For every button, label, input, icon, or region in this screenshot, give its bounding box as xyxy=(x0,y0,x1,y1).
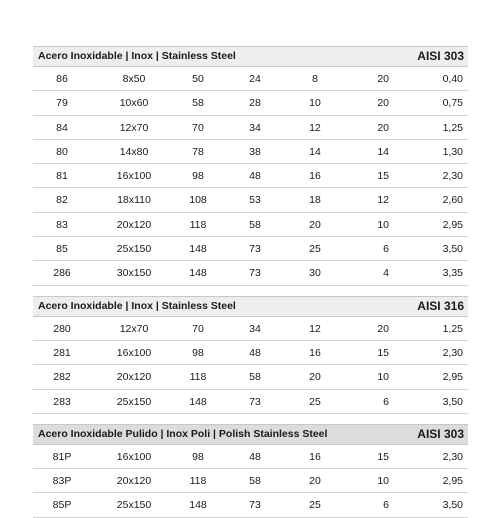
cell-weight: 2,95 xyxy=(442,475,463,488)
cell-size: 20x120 xyxy=(116,218,152,231)
cell-size: 25x150 xyxy=(116,395,152,408)
table-row xyxy=(33,213,468,237)
cell-size: 20x120 xyxy=(116,475,152,488)
cell-ref: 286 xyxy=(53,267,71,280)
cell-size: 18x110 xyxy=(117,194,151,207)
cell-dim-a: 98 xyxy=(192,450,204,463)
cell-dim-c: 12 xyxy=(309,322,321,335)
cell-dim-a: 70 xyxy=(192,322,204,335)
section-grade: AISI 303 xyxy=(417,49,464,63)
cell-dim-a: 118 xyxy=(189,218,207,231)
table-section xyxy=(33,296,468,414)
table-row xyxy=(33,188,468,212)
cell-ref: 84 xyxy=(56,121,68,134)
cell-ref: 281 xyxy=(53,346,71,359)
cell-dim-b: 48 xyxy=(249,170,261,183)
cell-size: 25x150 xyxy=(116,499,152,512)
cell-dim-a: 148 xyxy=(189,395,207,408)
cell-dim-b: 73 xyxy=(249,499,261,512)
table-row xyxy=(33,140,468,164)
cell-qty: 6 xyxy=(383,395,389,408)
table-row xyxy=(33,91,468,115)
cell-ref: 83 xyxy=(56,218,68,231)
cell-qty: 6 xyxy=(383,243,389,256)
cell-size: 12x70 xyxy=(119,121,149,134)
cell-weight: 3,50 xyxy=(442,243,463,256)
cell-qty: 6 xyxy=(383,499,389,512)
cell-dim-a: 78 xyxy=(192,145,204,158)
cell-ref: 86 xyxy=(56,73,68,85)
section-title: Acero Inoxidable Pulido | Inox Poli | Polish Stainless Steel xyxy=(38,427,328,440)
cell-dim-b: 28 xyxy=(249,97,261,110)
cell-dim-b: 58 xyxy=(249,475,261,488)
cell-weight: 2,60 xyxy=(442,194,463,207)
cell-dim-b: 73 xyxy=(249,395,261,408)
table-row xyxy=(33,365,468,389)
cell-dim-b: 38 xyxy=(249,145,261,158)
cell-weight: 1,25 xyxy=(442,121,463,134)
cell-qty: 20 xyxy=(377,97,389,110)
table-row xyxy=(33,341,468,365)
cell-qty: 10 xyxy=(377,475,389,488)
cell-weight: 0,75 xyxy=(442,97,463,110)
cell-qty: 20 xyxy=(377,121,389,134)
cell-weight: 2,95 xyxy=(442,218,463,231)
cell-ref: 283 xyxy=(53,395,71,408)
cell-qty: 20 xyxy=(377,322,389,335)
table-section xyxy=(33,424,468,518)
cell-weight: 2,30 xyxy=(442,450,463,463)
cell-dim-c: 8 xyxy=(312,73,318,85)
cell-ref: 282 xyxy=(53,371,71,384)
section-header xyxy=(33,424,468,445)
table-row xyxy=(33,317,468,341)
cell-dim-a: 98 xyxy=(192,170,204,183)
cell-size: 16x100 xyxy=(116,170,152,183)
product-table xyxy=(33,46,468,518)
cell-dim-b: 58 xyxy=(249,371,261,384)
cell-qty: 20 xyxy=(377,73,389,85)
section-gap xyxy=(33,414,468,424)
cell-dim-b: 73 xyxy=(249,267,261,280)
cell-qty: 14 xyxy=(377,145,389,158)
cell-dim-a: 70 xyxy=(192,121,204,134)
cell-weight: 1,30 xyxy=(442,145,463,158)
section-title: Acero Inoxidable | Inox | Stainless Steel xyxy=(38,299,236,312)
cell-weight: 2,30 xyxy=(442,346,463,359)
cell-dim-b: 34 xyxy=(249,121,261,134)
cell-ref: 81 xyxy=(56,170,68,183)
cell-qty: 4 xyxy=(383,267,389,280)
cell-dim-b: 53 xyxy=(249,194,261,207)
cell-ref: 82 xyxy=(56,194,68,207)
cell-dim-c: 25 xyxy=(309,395,321,408)
cell-weight: 3,50 xyxy=(442,499,463,512)
cell-qty: 10 xyxy=(377,218,389,231)
cell-dim-a: 108 xyxy=(189,194,207,207)
section-header xyxy=(33,46,468,67)
cell-ref: 85P xyxy=(52,499,72,512)
cell-dim-c: 25 xyxy=(309,243,321,256)
cell-dim-c: 20 xyxy=(309,371,321,384)
cell-dim-a: 50 xyxy=(192,73,204,85)
section-grade: AISI 316 xyxy=(417,298,464,313)
cell-dim-b: 73 xyxy=(249,243,261,256)
cell-qty: 10 xyxy=(377,371,389,384)
cell-size: 30x150 xyxy=(116,267,152,280)
section-grade: AISI 303 xyxy=(417,426,464,441)
cell-size: 25x150 xyxy=(116,243,152,256)
table-section xyxy=(33,46,468,286)
section-gap xyxy=(33,286,468,296)
table-row xyxy=(33,493,468,517)
section-title: Acero Inoxidable | Inox | Stainless Steel xyxy=(38,50,236,62)
cell-dim-a: 148 xyxy=(189,267,207,280)
cell-weight: 3,35 xyxy=(442,267,463,280)
cell-dim-c: 18 xyxy=(309,194,321,207)
cell-qty: 15 xyxy=(377,170,389,183)
cell-size: 12x70 xyxy=(119,322,149,335)
cell-ref: 80 xyxy=(56,145,68,158)
cell-dim-c: 20 xyxy=(309,218,321,231)
cell-size: 14x80 xyxy=(119,145,149,158)
cell-size: 16x100 xyxy=(116,346,152,359)
cell-dim-c: 10 xyxy=(309,97,321,110)
section-header xyxy=(33,296,468,317)
cell-dim-b: 58 xyxy=(249,218,261,231)
cell-dim-c: 12 xyxy=(309,121,321,134)
cell-qty: 12 xyxy=(377,194,389,207)
table-row xyxy=(33,390,468,414)
table-row xyxy=(33,237,468,261)
cell-dim-b: 48 xyxy=(249,346,261,359)
cell-ref: 79 xyxy=(56,97,68,110)
cell-dim-b: 34 xyxy=(249,322,261,335)
table-row xyxy=(33,164,468,188)
table-row xyxy=(33,445,468,469)
table-row xyxy=(33,469,468,493)
cell-ref: 280 xyxy=(53,322,71,335)
table-row xyxy=(33,261,468,285)
cell-dim-c: 16 xyxy=(309,170,321,183)
cell-size: 20x120 xyxy=(116,371,152,384)
cell-weight: 0,40 xyxy=(442,73,463,85)
cell-weight: 2,30 xyxy=(442,170,463,183)
cell-dim-a: 148 xyxy=(189,499,207,512)
cell-weight: 2,95 xyxy=(442,371,463,384)
cell-dim-c: 25 xyxy=(309,499,321,512)
cell-dim-a: 118 xyxy=(189,475,207,488)
cell-ref: 83P xyxy=(52,475,72,488)
table-row xyxy=(33,116,468,140)
cell-dim-a: 58 xyxy=(192,97,204,110)
cell-dim-c: 14 xyxy=(309,145,321,158)
cell-dim-c: 16 xyxy=(309,450,321,463)
cell-dim-c: 30 xyxy=(309,267,321,280)
cell-dim-c: 16 xyxy=(309,346,321,359)
cell-weight: 3,50 xyxy=(442,395,463,408)
cell-dim-a: 148 xyxy=(189,243,207,256)
cell-dim-a: 118 xyxy=(189,371,207,384)
cell-weight: 1,25 xyxy=(442,322,463,335)
cell-dim-a: 98 xyxy=(192,346,204,359)
cell-qty: 15 xyxy=(377,346,389,359)
cell-dim-b: 48 xyxy=(249,450,261,463)
cell-dim-c: 20 xyxy=(309,475,321,488)
cell-ref: 85 xyxy=(56,243,68,256)
cell-ref: 81P xyxy=(52,450,72,463)
cell-dim-b: 24 xyxy=(249,73,261,85)
table-row xyxy=(33,67,468,91)
cell-size: 8x50 xyxy=(122,73,146,85)
cell-size: 16x100 xyxy=(116,450,152,463)
cell-qty: 15 xyxy=(377,450,389,463)
cell-size: 10x60 xyxy=(119,97,149,110)
